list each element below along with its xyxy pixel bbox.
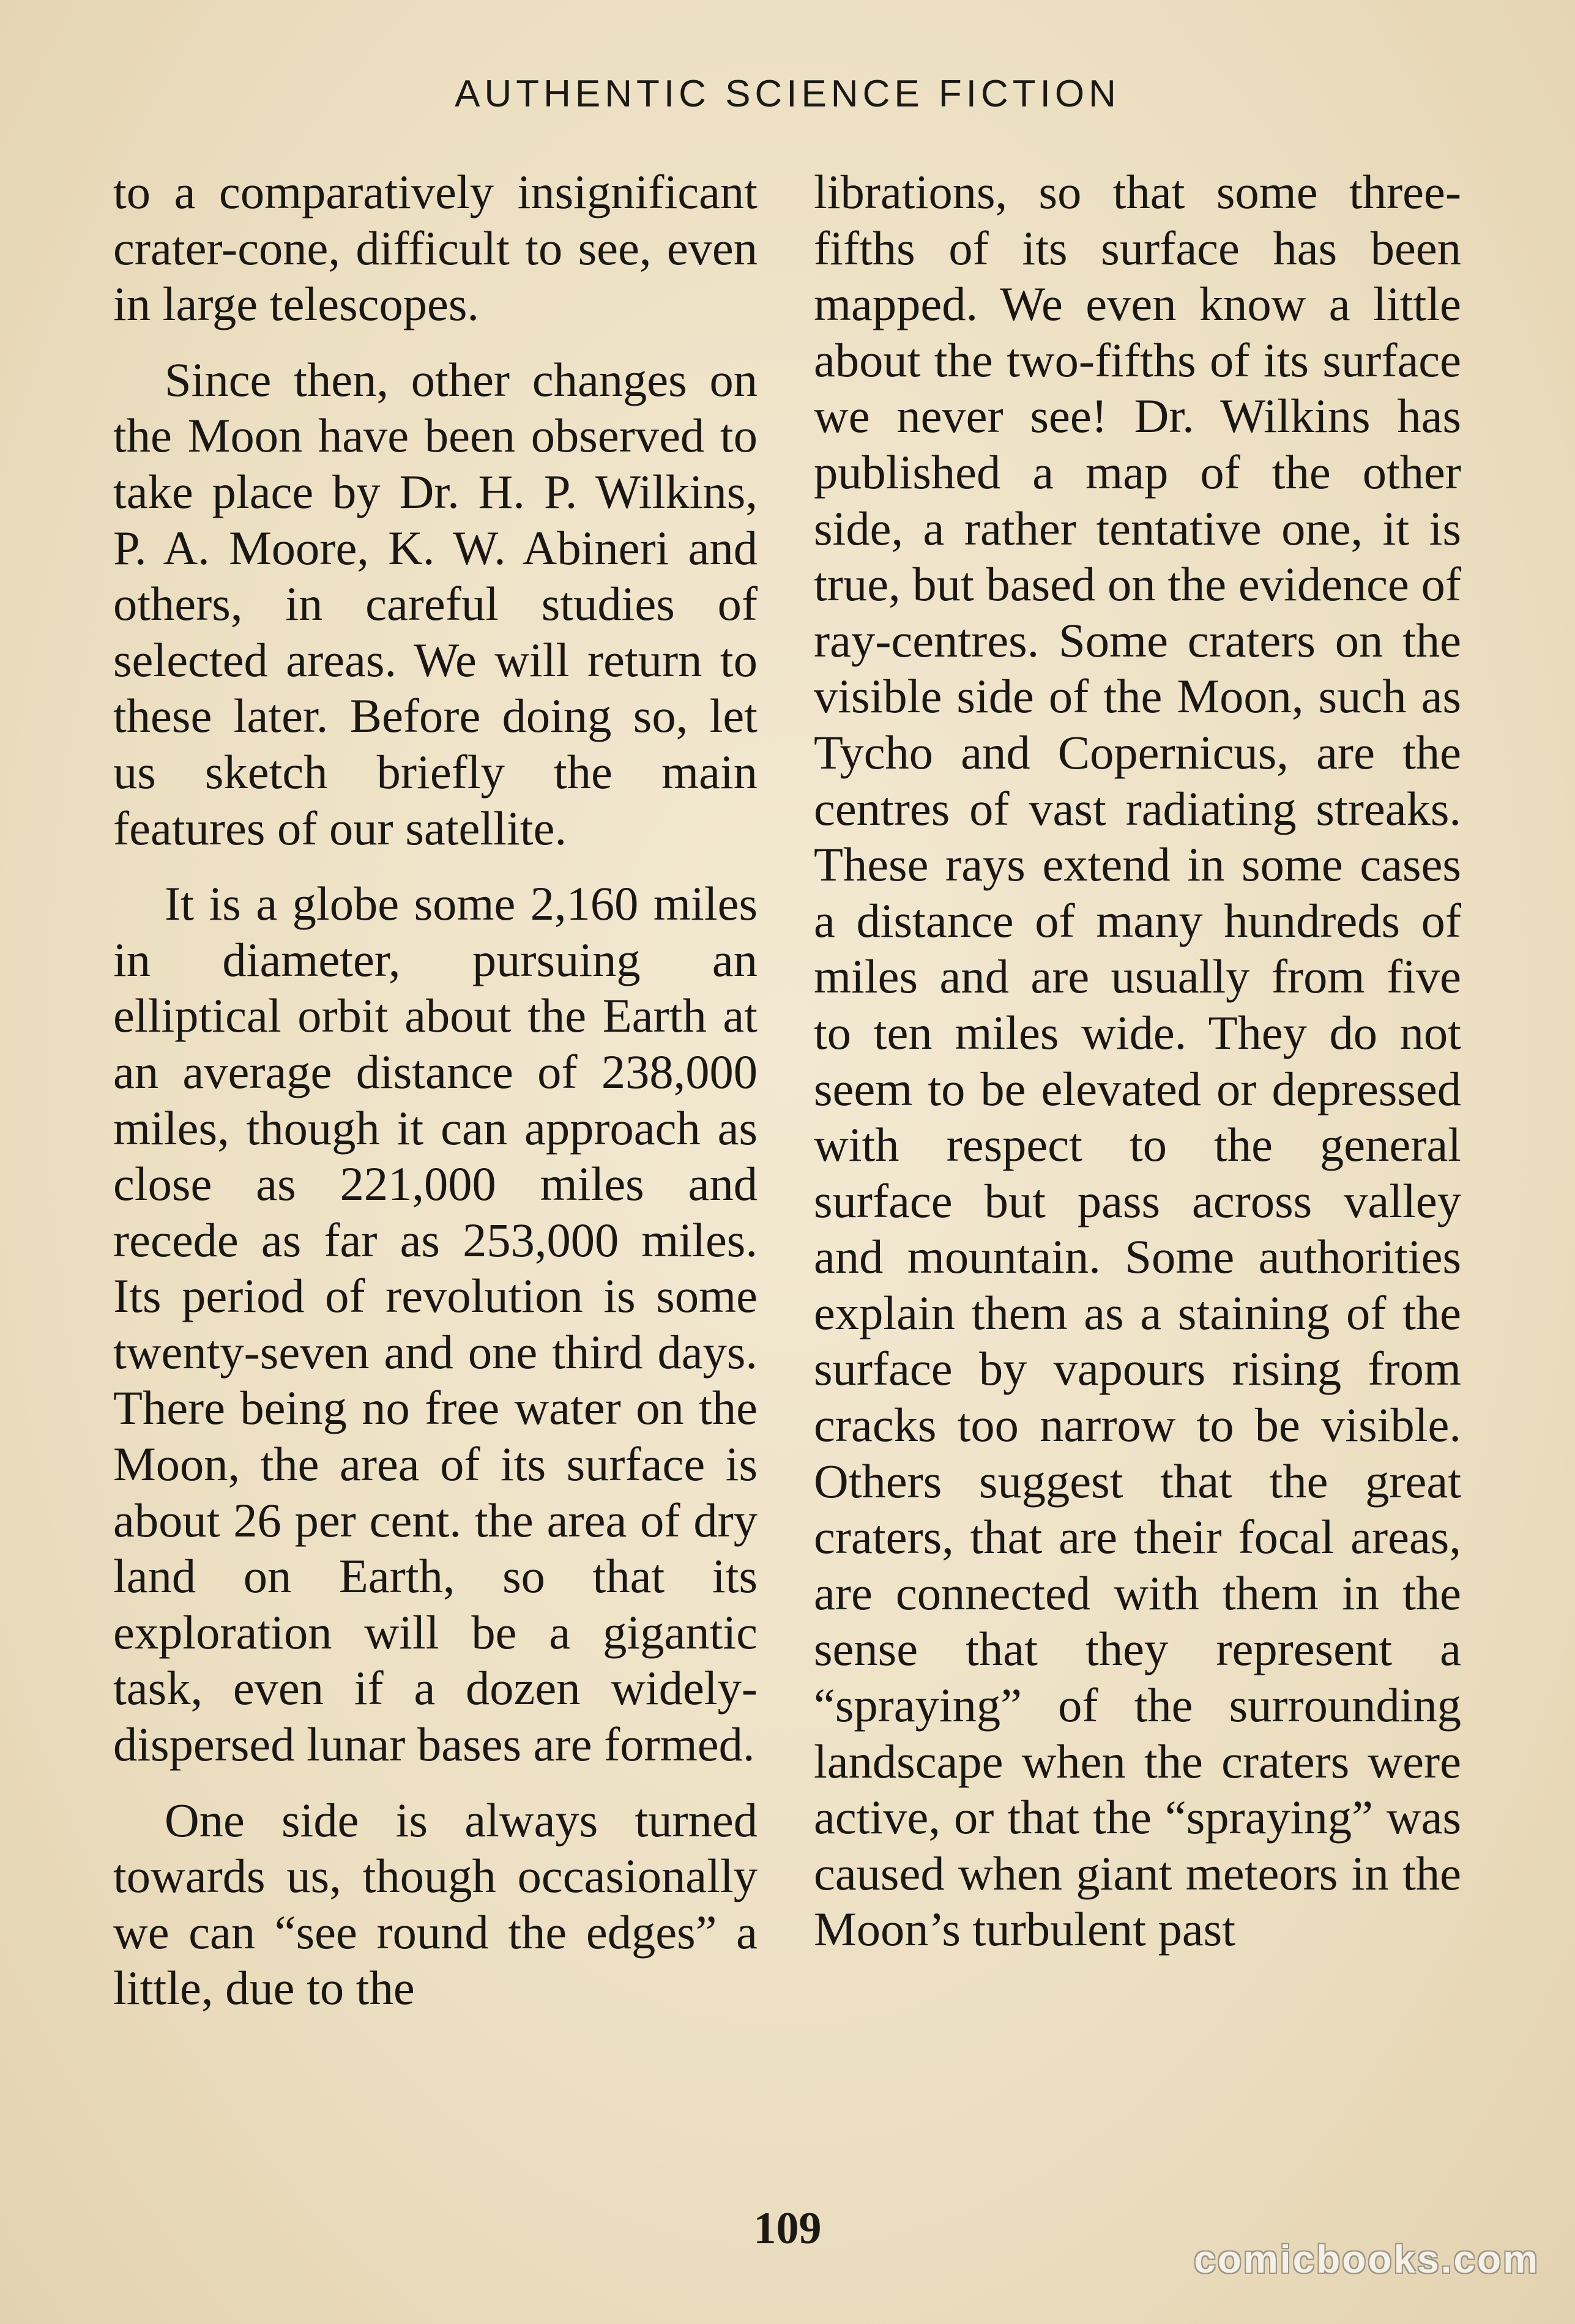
paragraph: to a comparatively insignificant crater-cone, difficult to see, even in large telescopes. xyxy=(113,165,758,331)
running-header: AUTHENTIC SCIENCE FICTION xyxy=(455,73,1120,115)
right-column xyxy=(814,164,1461,1957)
site-watermark: comicbooks.com xyxy=(1194,2237,1540,2281)
paragraph: One side is always turned towards us, though occasionally we can “see round the edges” a little, due to the xyxy=(113,1793,758,2015)
paragraph: It is a globe some 2,160 miles in diameter, pursuing an elliptical orbit about the Earth at an average distance of 238,000 miles, though it can approach as close as 221,000 miles and recede as far as 253,000 miles. Its period of revolution is some twenty-seven and one third days. There being no free water on the Moon, the area of its surface is about 26 per cent. the area of dry land on Earth, so that its exploration will be a gigantic task, even if a dozen widely-dispersed lunar bases are formed. xyxy=(113,877,758,1771)
paragraph: librations, so that some three-fifths of its surface has been mapped. We even know a little about the two-fifths of its surface we never see! Dr. Wilkins has published a map of the other side, a rather tentative one, it is true, but based on the evidence of ray-centres. Some craters on the visible side of the Moon, such as Tycho and Copernicus, are the centres of vast radiating streaks. These rays extend in some cases a distance of many hundreds of miles and are usually from five to ten miles wide. They do not seem to be elevated or depressed with respect to the general surface but pass across valley and mountain. Some authorities explain them as a staining of the surface by vapours rising from cracks too narrow to be visible. Others suggest that the great craters, that are their focal areas, are connected with them in the sense that they represent a “spraying” of the surrounding landscape when the craters were active, or that the “spraying” was caused when giant meteors in the Moon’s turbulent past xyxy=(814,165,1461,1956)
page-number: 109 xyxy=(753,2203,822,2254)
paragraph: Since then, other changes on the Moon have been observed to take place by Dr. H. P. Wilkins, P. A. Moore, K. W. Abineri and others, in careful studies of selected areas. We will return to these later. Before doing so, let us sketch briefly the main features of our satellite. xyxy=(113,352,758,855)
left-column xyxy=(113,164,758,2016)
